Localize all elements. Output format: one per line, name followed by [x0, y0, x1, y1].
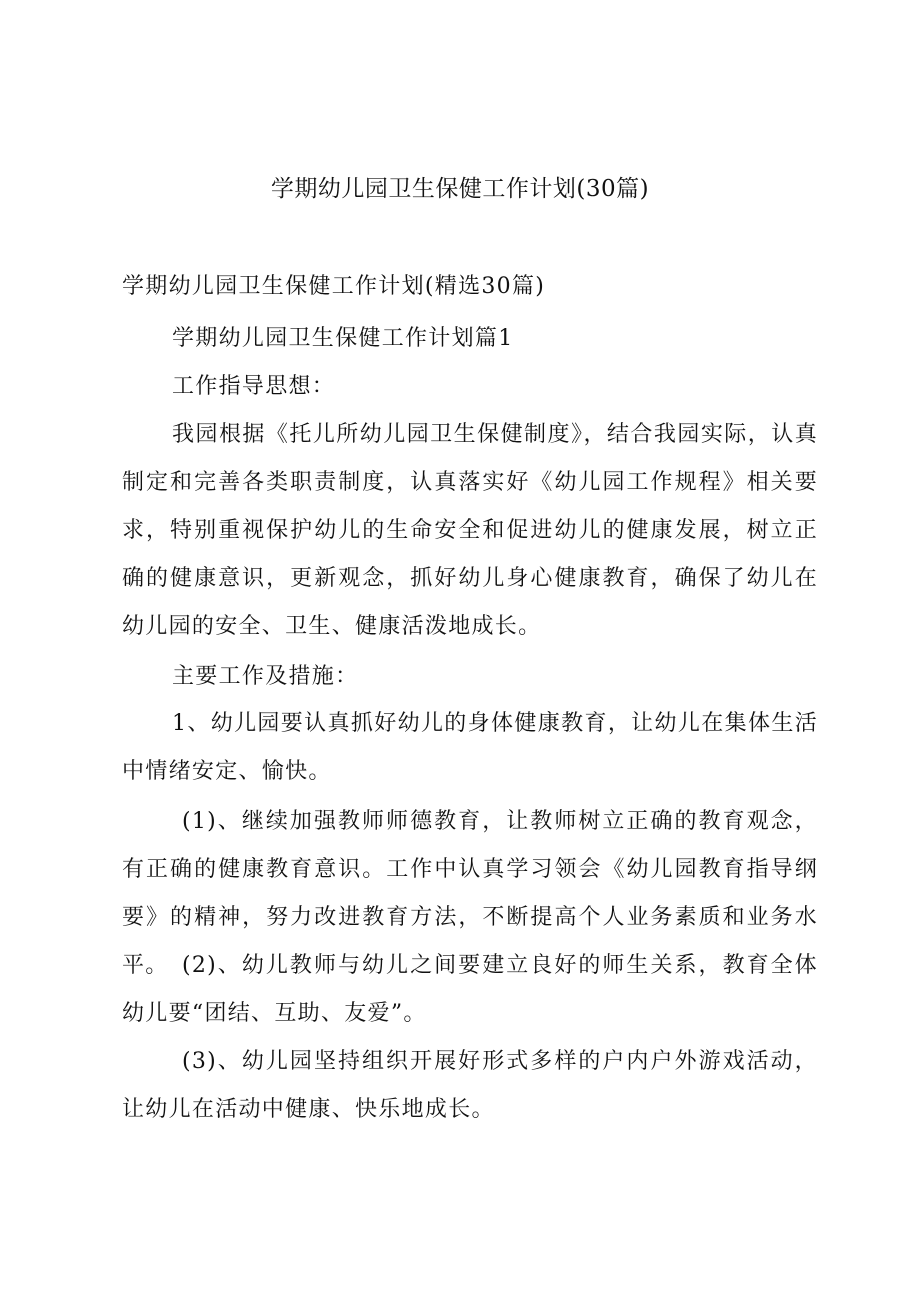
document-subtitle: 学期幼儿园卫生保健工作计划(精选30篇): [122, 274, 546, 299]
section-heading: 学期幼儿园卫生保健工作计划篇1: [172, 326, 514, 351]
measures-heading: 主要工作及措施：: [172, 664, 359, 689]
measure-sub-item-1: (1)、继续加强教师师德教育，让教师树立正确的教育观念，有正确的健康教育意识。工作中认真学习领会《幼儿园教育指导纲要》的精神，努力改进教育方法，不断提高个人业务素质和业务水平。: [122, 809, 818, 978]
guiding-heading: 工作指导思想：: [172, 374, 336, 399]
measure-sub-item-3: (3)、幼儿园坚持组织开展好形式多样的户内户外游戏活动，让幼儿在活动中健康、快乐地成长。: [122, 1049, 818, 1122]
guiding-paragraph: 我园根据《托儿所幼儿园卫生保健制度》，结合我园实际，认真制定和完善各类职责制度，认真落实好《幼儿园工作规程》相关要求，特别重视保护幼儿的生命安全和促进幼儿的健康发展，树立正确的健康意识，更新观念，抓好幼儿身心健康教育，确保了幼儿在幼儿园的安全、卫生、健康活泼地成长。: [122, 422, 818, 639]
measure-item-1: 1、幼儿园要认真抓好幼儿的身体健康教育，让幼儿在集体生活中情绪安定、愉快。: [122, 711, 818, 784]
document-title: 学期幼儿园卫生保健工作计划(30篇): [270, 176, 650, 202]
measure-sub-item-2: (2)、幼儿教师与幼儿之间要建立良好的师生关系，教育全体幼儿要“团结、互助、友爱”。: [122, 953, 818, 1026]
